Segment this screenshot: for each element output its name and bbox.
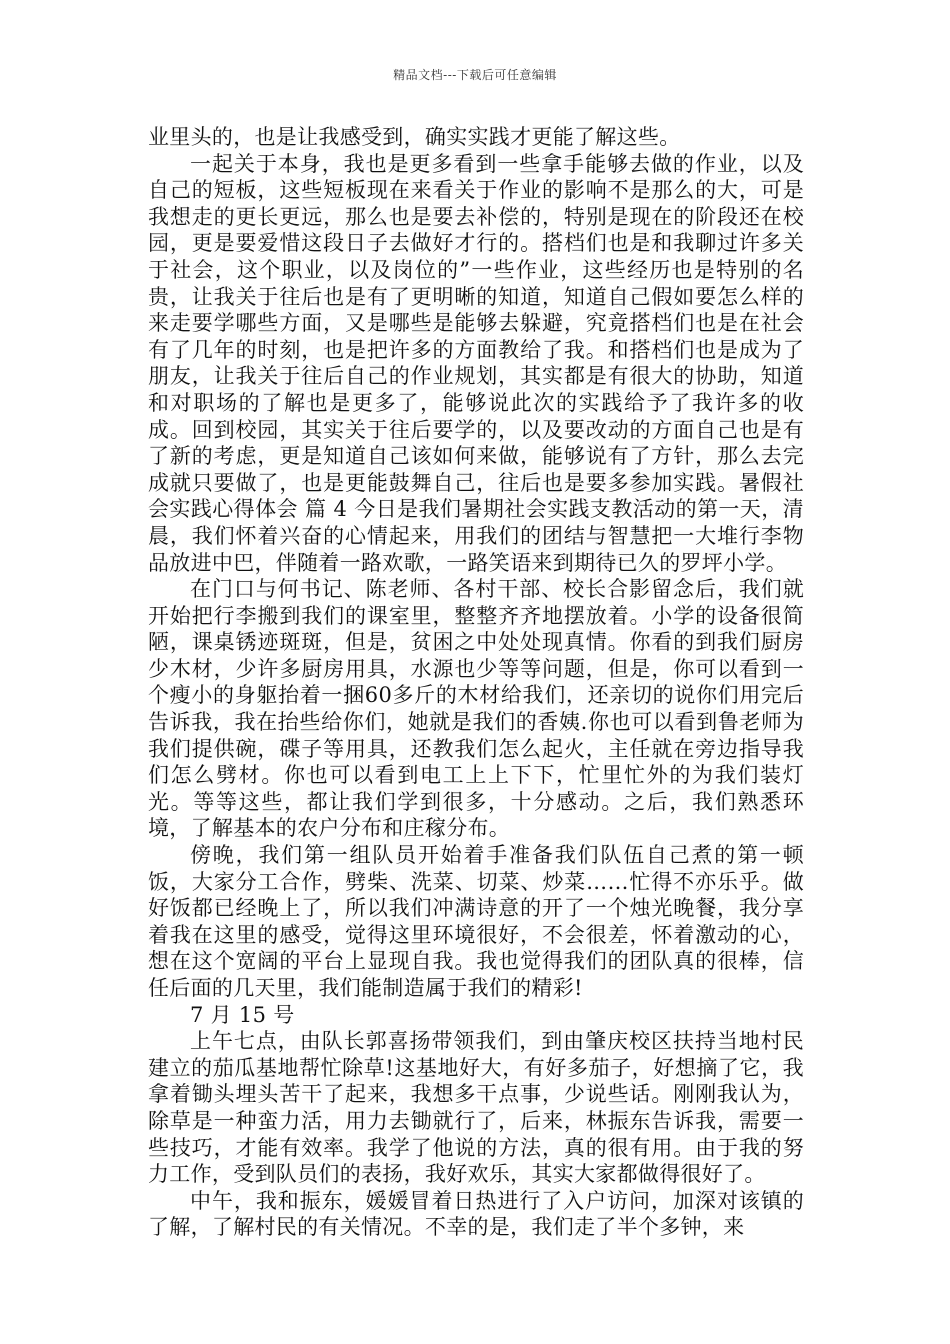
paragraph-1: 业里头的，也是让我感受到，确实实践才更能了解这些。: [148, 125, 681, 149]
paragraph-4: 傍晚，我们第一组队员开始着手准备我们队伍自己煮的第一顿饭，大家分工合作，劈柴、洗菜、切菜、炒菜……忙得不亦乐乎。做好饭都已经晚上了，所以我们冲满诗意的开了一个烛光晚餐，我分享着我在这里的感受，觉得这里环境很好，不会很差，怀着激动的心，想在这个宽阔的平台上显现自我。我也觉得我们的团队真的很棒，信任后面的几天里，我们能制造属于我们的精彩!: [148, 843, 804, 1000]
paragraph-3: 在门口与何书记、陈老师、各村干部、校长合影留念后，我们就开始把行李搬到我们的课室里，整整齐齐地摆放着。小学的设备很简陋，课桌锈迹斑斑，但是，贫困之中处处现真情。你看的到我们厨房少木材，少许多厨房用具，水源也少等等问题，但是，你可以看到一个瘦小的身躯抬着一捆60多斤的木材给我们，还亲切的说你们用完后告诉我，我在抬些给你们，她就是我们的香姨.你也可以看到鲁老师为我们提供碗，碟子等用具，还教我们怎么起火，主任就在旁边指导我们怎么劈材。你也可以看到电工上上下下，忙里忙外的为我们装灯光。等等这些，都让我们学到很多，十分感动。之后，我们熟悉环境，了解基本的农户分布和庄稼分布。: [148, 577, 804, 841]
page-header: 精品文档---下载后可任意编辑: [393, 68, 557, 82]
paragraph-5: 上午七点，由队长郭喜扬带领我们，到由肇庆校区扶持当地村民建立的茄瓜基地帮忙除草!这基地好大，有好多茄子，好想摘了它，我拿着锄头埋头苦干了起来，我想多干点事，少说些话。刚刚我认为，除草是一种蛮力活，用力去锄就行了，后来，林振东告诉我，需要一些技巧，才能有效率。我学了他说的方法，真的很有用。由于我的努力工作，受到队员们的表扬，我好欢乐，其实大家都做得很好了。: [148, 1029, 804, 1187]
paragraph-6: 中午，我和振东，媛媛冒着日热进行了入户访问，加深对该镇的了解，了解村民的有关情况。不幸的是，我们走了半个多钟，来: [148, 1188, 804, 1240]
date-heading: 7 月 15 号: [190, 1002, 295, 1027]
document-body: [148, 124, 804, 1241]
paragraph-2: 一起关于本身，我也是更多看到一些拿手能够去做的作业，以及自己的短板，这些短板现在来看关于作业的影响不是那么的大，可是我想走的更长更远，那么也是要去补偿的，特别是现在的阶段还在校园，更是要爱惜这段日子去做好才行的。搭档们也是和我聊过许多关于社会，这个职业，以及岗位的”一些作业，这些经历也是特别的名贵，让我关于往后也是有了更明晰的知道，知道自己假如要怎么样的来走要学哪些方面，又是哪些是能够去躲避，究竟搭档们也是在社会有了几年的时刻，也是把许多的方面教给了我。和搭档们也是成为了朋友，让我关于往后自己的作业规划，其实都是有很大的协助，知道和对职场的了解也是更多了，能够说此次的实践给予了我许多的收成。回到校园，其实关于往后要学的，以及要改动的方面自己也是有了新的考虑，更是知道自己该如何来做，能够说有了方针，那么去完成就只要做了，也是更能鼓舞自己，往后也是要多参加实践。暑假社会实践心得体会 篇 4 今日是我们暑期社会实践支教活动的第一天，清晨，我们怀着兴奋的心情起来，用我们的团结与智慧把一大堆行李物品放进中巴，伴随着一路欢歌，一路笑语来到期待已久的罗坪小学。: [148, 151, 804, 575]
